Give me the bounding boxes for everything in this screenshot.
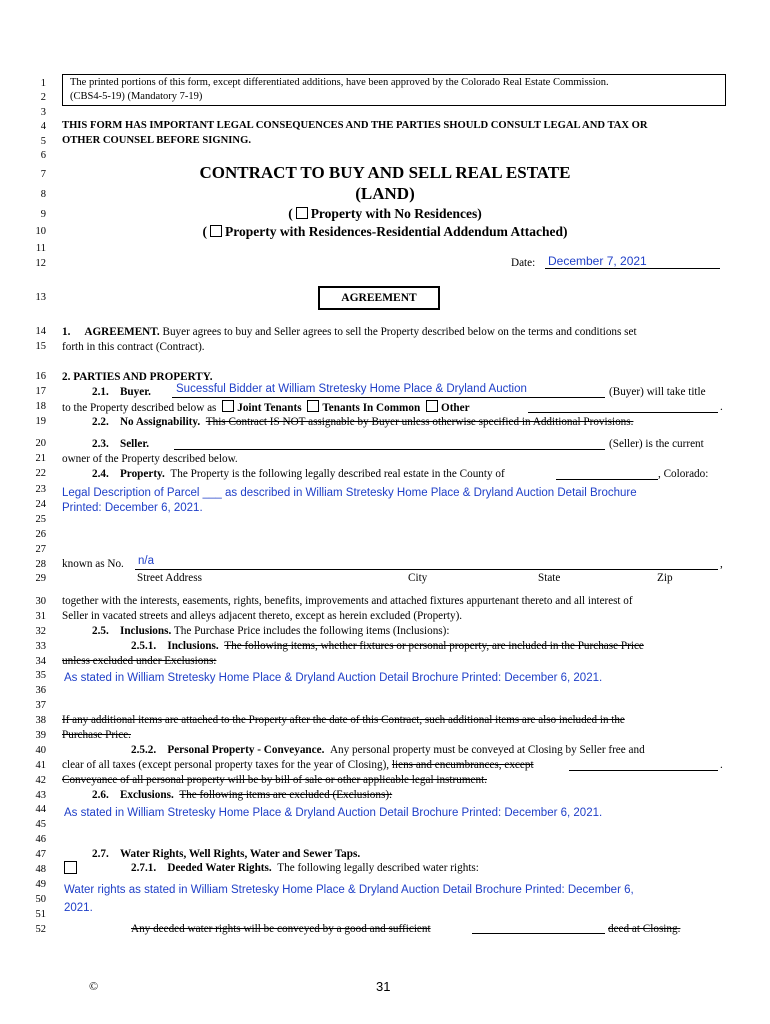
line-number: 38 [35,715,46,726]
clause-number: 2.7. [92,848,109,860]
zip-caption: Zip [657,572,673,584]
line-number: 28 [35,559,46,570]
other-checkbox[interactable] [426,400,438,412]
line-number: 27 [35,544,46,555]
line-number: 43 [35,790,46,801]
line-number: 44 [35,804,46,815]
line-number: 31 [35,611,46,622]
inclusions-line [92,624,449,638]
clause-label: Deeded Water Rights. [167,862,272,874]
with-residences-checkbox[interactable] [210,225,222,237]
clause-label: Inclusions. [167,640,219,652]
clause-label: Personal Property - Conveyance. [167,744,325,756]
clause-number: 2.7.1. [131,862,157,874]
deeded-water-checkbox-wrap [64,860,77,878]
comma: , [720,558,723,570]
clause-label: Buyer. [119,386,151,398]
approval-note-line1: The printed portions of this form, except differentiated additions, have been approved by the Colorado Real Estate Commission. [70,77,609,88]
line-number: 4 [40,121,46,132]
approval-note-line2: (CBS4-5-19) (Mandatory 7-19) [70,91,203,102]
line-number: 51 [35,909,46,920]
line-number: 41 [35,760,46,771]
line-number: 40 [35,745,46,756]
other-label: Other [441,402,470,414]
line-number: 33 [35,641,46,652]
water-rights-line [92,847,360,861]
address-underline [135,569,718,570]
additional-items-struck1: If any additional items are attached to the Property after the date of this Contract, such additional items are also included in the [62,714,625,726]
line-number: 37 [35,700,46,711]
city-caption: City [408,572,428,584]
clause-label: Water Rights, Well Rights, Water and Sewer Taps. [119,848,361,860]
section-1-line1 [62,325,637,339]
deeded-water-checkbox[interactable] [64,861,77,874]
legal-warning-line1: THIS FORM HAS IMPORTANT LEGAL CONSEQUENCES AND THE PARTIES SHOULD CONSULT LEGAL AND TAX OR [62,120,648,131]
line-number: 36 [35,685,46,696]
property-option-with-residences: ( Property with Residences-Residential Addendum Attached) [202,224,568,239]
line-number: 49 [35,879,46,890]
struck-text: liens and encumbrances, except [391,759,534,771]
exclusions-line [92,788,392,802]
buyer-underline [172,397,605,398]
line-number: 20 [35,438,46,449]
colorado-tail: , Colorado: [658,468,709,480]
line-number: 50 [35,894,46,905]
seller-name-field[interactable] [174,449,605,450]
seller-label [92,437,149,451]
line-number: 42 [35,775,46,786]
line-number: 32 [35,626,46,637]
conveyance-struck: Conveyance of all personal property will be by bill of sale or other applicable legal instrument. [62,774,487,786]
line-number: 48 [35,864,46,875]
clause-label: Exclusions. [119,789,174,801]
legal-description-line2[interactable]: Printed: December 6, 2021. [62,502,203,514]
struck-text: This Contract IS NOT assignable by Buyer unless otherwise specified in Additional Provisions. [205,416,634,428]
copyright-symbol: © [89,979,99,993]
line-number: 47 [35,849,46,860]
line-number: 18 [35,401,46,412]
deeded-water-line [131,861,479,875]
line-number: 16 [35,371,46,382]
section-number: 1. [62,326,71,338]
tenants-in-common-checkbox[interactable] [307,400,319,412]
no-residences-checkbox[interactable] [296,207,308,219]
buyer-tail: (Buyer) will take title [609,386,706,398]
line-number: 7 [40,169,46,180]
clause-number: 2.4. [92,468,109,480]
clause-number: 2.1. [92,386,109,398]
agreement-heading-box: AGREEMENT [318,286,440,310]
clause-number: 2.3. [92,438,109,450]
line-number: 5 [40,136,46,147]
date-field[interactable]: December 7, 2021 [548,254,647,268]
clause-label: Inclusions. [119,625,172,637]
line-number: 39 [35,730,46,741]
section-1-line2: forth in this contract (Contract). [62,341,205,353]
together-line1: together with the interests, easements, rights, benefits, improvements and attached fixtures appurtenant thereto and all interest of [62,595,633,607]
option-label: Property with No Residences) [310,206,482,221]
line-number: 19 [35,416,46,427]
clause-text: Any personal property must be conveyed at Closing by Seller free and [329,744,645,756]
line-number: 22 [35,468,46,479]
water-rights-field-line2[interactable]: 2021. [64,902,93,914]
deed-struck-a: Any deeded water rights will be conveyed by a good and sufficient [131,923,431,935]
line-number: 1 [40,78,46,89]
legal-warning-line2: OTHER COUNSEL BEFORE SIGNING. [62,135,251,146]
clause-number: 2.5.1. [131,640,157,652]
deed-type-field[interactable] [472,933,605,934]
line-number: 23 [35,484,46,495]
vesting-text: to the Property described below as [62,402,217,414]
clause-number: 2.5. [92,625,109,637]
line-number: 13 [35,292,46,303]
clause-label: Property. [119,468,165,480]
no-assignability-line [92,415,633,429]
line-number: 34 [35,656,46,667]
inclusions-sub-line [131,639,644,653]
state-caption: State [538,572,561,584]
date-label: Date: [511,257,536,269]
section-heading: AGREEMENT. [84,326,160,338]
county-field[interactable] [556,479,658,480]
line-number: 52 [35,924,46,935]
contract-subtitle: (LAND) [355,184,415,203]
period: . [720,759,723,771]
together-line2: Seller in vacated streets and alleys adjacent thereto, except as herein excluded (Property). [62,610,463,622]
property-option-no-residences: ( Property with No Residences) [288,206,482,221]
joint-tenants-label: Joint Tenants [237,402,302,414]
property-line [92,467,505,481]
clause-number: 2.2. [92,416,109,428]
inclusions-struck-line2: unless excluded under Exclusions: [62,655,217,667]
tenants-in-common-label: Tenants In Common [322,402,421,414]
page-number: 31 [376,979,391,994]
line-number: 3 [40,107,46,118]
line-number: 15 [35,341,46,352]
line-number: 10 [35,226,46,237]
seller-tail: (Seller) is the current [609,438,704,450]
personal-property-line2 [62,758,534,772]
struck-text: The following items are excluded (Exclusions): [179,789,393,801]
contract-title: CONTRACT TO BUY AND SELL REAL ESTATE [199,163,571,182]
buyer-name-field[interactable]: Sucessful Bidder at William Stretesky Home Place & Dryland Auction [176,383,527,395]
section-text: Buyer agrees to buy and Seller agrees to sell the Property described below on the terms and conditions set [162,326,637,338]
joint-tenants-checkbox[interactable] [222,400,234,412]
water-rights-field-line1[interactable]: Water rights as stated in William Stretesky Home Place & Dryland Auction Detail Brochure Printed: December 6, [64,884,634,896]
vesting-line [62,400,470,415]
struck-text: The following items, whether fixtures or personal property, are included in the Purchase Price [224,640,644,652]
line-number: 46 [35,834,46,845]
line-number: 9 [40,209,46,220]
deed-struck-b: deed at Closing. [608,923,681,935]
period: . [720,401,723,413]
liens-field[interactable] [569,770,718,771]
line-number: 26 [35,529,46,540]
option-label: Property with Residences-Residential Addendum Attached) [225,224,568,239]
line-number: 30 [35,596,46,607]
line-number: 25 [35,514,46,525]
section-2-heading: 2. PARTIES AND PROPERTY. [62,371,213,383]
line-number: 14 [35,326,46,337]
address-field[interactable]: n/a [138,555,154,567]
line-number: 45 [35,819,46,830]
exclusions-field[interactable]: As stated in William Stretesky Home Place & Dryland Auction Detail Brochure Printed: December 6, 2021. [64,807,603,819]
inclusions-field[interactable]: As stated in William Stretesky Home Place & Dryland Auction Detail Brochure Printed: December 6, 2021. [64,672,603,684]
clause-number: 2.5.2. [131,744,157,756]
clause-text: The Property is the following legally described real estate in the County of [170,468,505,480]
other-underline[interactable] [528,412,718,413]
known-as-label: known as No. [62,558,124,570]
line-number: 24 [35,499,46,510]
personal-property-line [131,743,645,757]
street-address-caption: Street Address [137,572,202,584]
date-underline [545,268,720,269]
legal-description-line1[interactable]: Legal Description of Parcel ___ as described in William Stretesky Home Place & Dryland Auction Detail Brochure [62,487,637,499]
buyer-label [92,385,151,399]
clause-label: Seller. [119,438,150,450]
line-number: 8 [40,189,46,200]
clause-text: The Purchase Price includes the following items (Inclusions): [173,625,450,637]
line-number: 29 [35,573,46,584]
line-number: 12 [35,258,46,269]
line-number: 2 [40,92,46,103]
line-number: 11 [35,243,46,254]
clause-text: The following legally described water rights: [277,862,479,874]
line-number: 6 [40,150,46,161]
line-number: 21 [35,453,46,464]
seller-line2: owner of the Property described below. [62,453,238,465]
clause-label: No Assignability. [119,416,201,428]
line-number: 17 [35,386,46,397]
line-number: 35 [35,670,46,681]
additional-items-struck2: Purchase Price. [62,729,131,741]
clause-text: clear of all taxes (except personal property taxes for the year of Closing), [62,759,390,771]
clause-number: 2.6. [92,789,109,801]
